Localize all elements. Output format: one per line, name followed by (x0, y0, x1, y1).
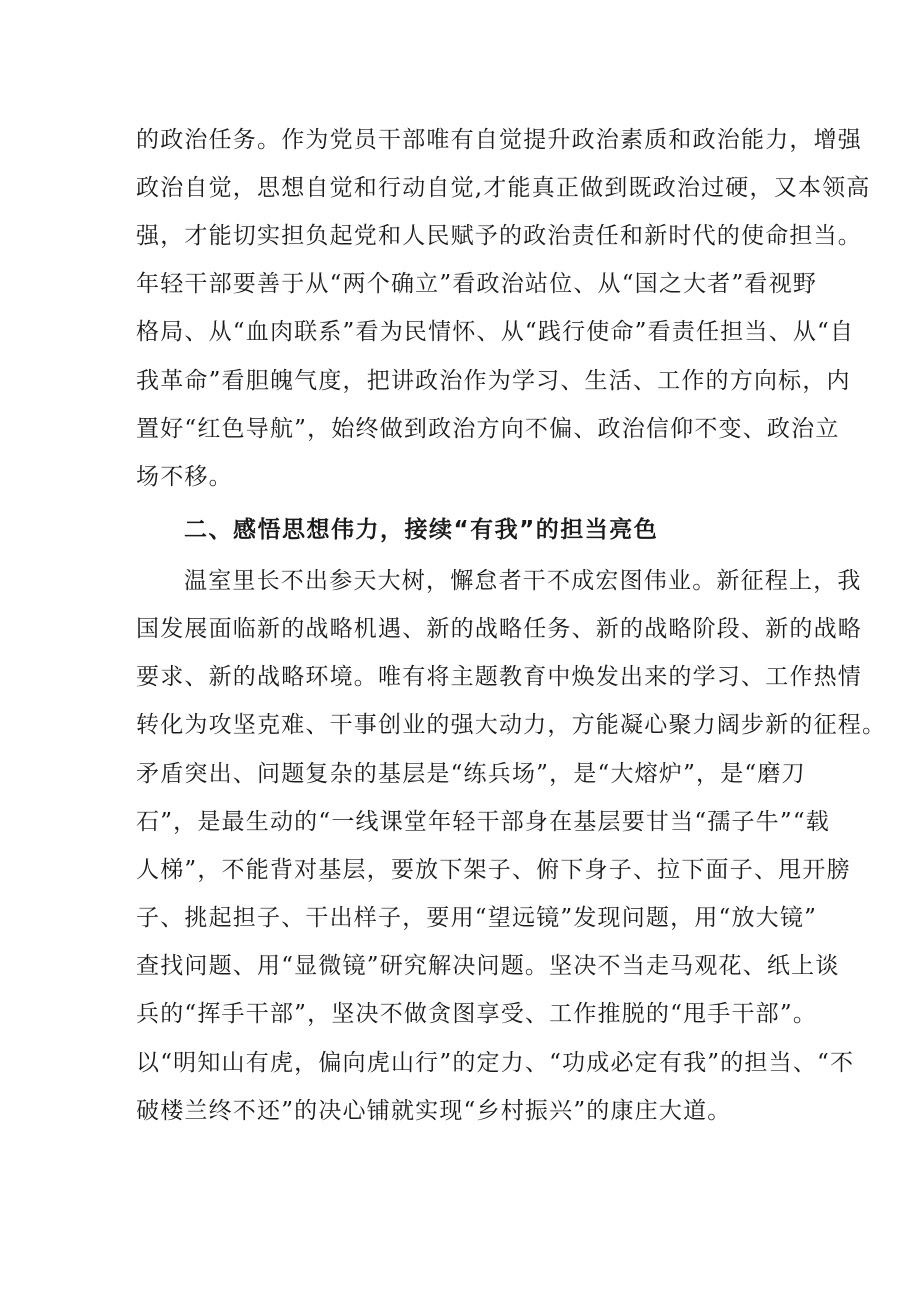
paragraph-line: 国发展面临新的战略机遇、新的战略任务、新的战略阶段、新的战略 (136, 616, 862, 642)
paragraph-line: 场不移。 (136, 464, 233, 490)
paragraph-line: 我革命”看胆魄气度，把讲政治作为学习、生活、工作的方向标，内 (136, 368, 851, 394)
paragraph-line: 政治自觉，思想自觉和行动自觉,才能真正做到既政治过硬，又本领高 (136, 175, 871, 201)
paragraph-line: 置好“红色导航”，始终做到政治方向不偏、政治信仰不变、政治立 (136, 416, 840, 442)
paragraph-line: 格局、从“血肉联系”看为民情怀、从“践行使命”看责任担当、从“自 (136, 319, 855, 345)
paragraph-line: 温室里长不出参天大树，懈怠者干不成宏图伟业。新征程上，我 (184, 568, 862, 594)
paragraph-line: 要求、新的战略环境。唯有将主题教育中焕发出来的学习、工作热情 (136, 664, 862, 690)
paragraph-line: 人梯”，不能背对基层，要放下架子、俯下身子、拉下面子、甩开膀 (136, 857, 851, 883)
paragraph-line: 破楼兰终不还”的决心铺就实现“乡村振兴”的康庄大道。 (136, 1098, 732, 1124)
paragraph-line: 的政治任务。作为党员干部唯有自觉提升政治素质和政治能力，增强 (136, 127, 862, 153)
paragraph-line: 石”，是最生动的“一线课堂年轻干部身在基层要甘当“孺子牛”“载 (136, 809, 830, 835)
paragraph-line: 以“明知山有虎，偏向虎山行”的定力、“功成必定有我”的担当、“不 (136, 1050, 855, 1076)
section-heading: 二、感悟思想伟力，接续“有我”的担当亮色 (184, 517, 659, 543)
paragraph-line: 强，才能切实担负起党和人民赋予的政治责任和新时代的使命担当。 (136, 223, 862, 249)
paragraph-line: 兵的“挥手干部”，坚决不做贪图享受、工作推脱的“甩手干部”。 (136, 1001, 818, 1027)
paragraph-line: 子、挑起担子、干出样子，要用“望远镜”发现问题，用“放大镜” (136, 905, 818, 931)
paragraph-line: 矛盾突出、问题复杂的基层是“练兵场”，是“大熔炉”，是“磨刀 (136, 761, 806, 787)
paragraph-line: 转化为攻坚克难、干事创业的强大动力，方能凝心聚力阔步新的征程。 (136, 712, 887, 738)
paragraph-line: 查找问题、用“显微镜”研究解决问题。坚决不当走马观花、纸上谈 (136, 953, 840, 979)
paragraph-line: 年轻干部要善于从“两个确立”看政治站位、从“国之大者”看视野 (136, 271, 818, 297)
